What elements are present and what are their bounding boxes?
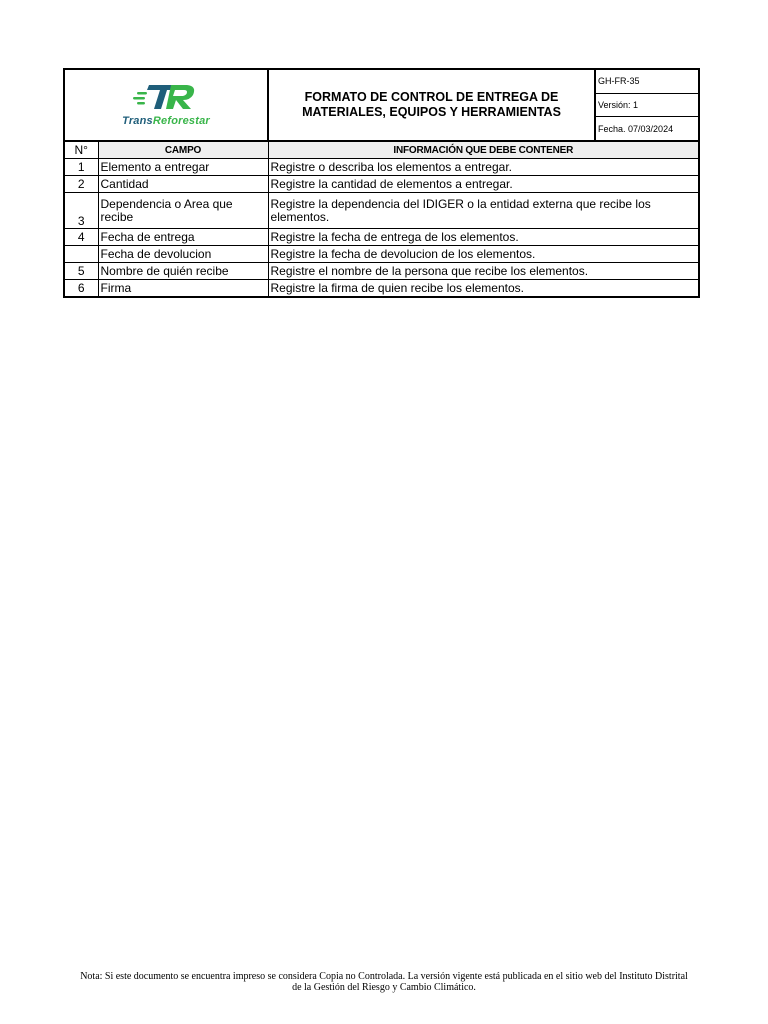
- transreforestar-logo-icon: [131, 82, 201, 112]
- column-header-number: N°: [64, 141, 98, 159]
- row-number: 3: [64, 193, 98, 229]
- row-number: 2: [64, 176, 98, 193]
- row-campo: Elemento a entregar: [98, 159, 268, 176]
- logo-wordmark: TransReforestar: [122, 114, 210, 127]
- row-campo: Fecha de devolucion: [98, 246, 268, 263]
- row-info: Registre la fecha de devolucion de los elementos.: [268, 246, 699, 263]
- table-row: [64, 263, 699, 280]
- row-campo: Dependencia o Area que recibe: [98, 193, 268, 229]
- row-number: 5: [64, 263, 98, 280]
- row-info: Registre o describa los elementos a entregar.: [268, 159, 699, 176]
- column-header-campo: CAMPO: [98, 141, 268, 159]
- row-number: 1: [64, 159, 98, 176]
- row-number: 6: [64, 280, 98, 298]
- row-info: Registre la fecha de entrega de los elementos.: [268, 229, 699, 246]
- company-logo: [122, 82, 210, 127]
- document-version: Versión: 1: [595, 93, 699, 117]
- table-row: [64, 193, 699, 229]
- row-info: Registre la cantidad de elementos a entregar.: [268, 176, 699, 193]
- document-date: Fecha. 07/03/2024: [595, 117, 699, 141]
- row-info: Registre el nombre de la persona que recibe los elementos.: [268, 263, 699, 280]
- control-format-table: [63, 68, 700, 298]
- footer-note: Nota: Si este documento se encuentra impreso se considera Copia no Controlada. La versión vigente está publicada en el sitio web del Instituto Distrital de la Gestión del Riesgo y Cambio Climático.: [80, 971, 688, 993]
- row-info: Registre la dependencia del IDIGER o la entidad externa que recibe los elementos.: [268, 193, 699, 229]
- table-row: [64, 229, 699, 246]
- row-campo: Firma: [98, 280, 268, 298]
- document-title: FORMATO DE CONTROL DE ENTREGA DE MATERIALES, EQUIPOS Y HERRAMIENTAS: [268, 69, 595, 141]
- document-code: GH-FR-35: [595, 69, 699, 93]
- row-info: Registre la firma de quien recibe los elementos.: [268, 280, 699, 298]
- row-number: 4: [64, 229, 98, 246]
- table-row: [64, 159, 699, 176]
- logo-cell: [64, 69, 268, 141]
- table-row: [64, 246, 699, 263]
- column-header-info: INFORMACIÓN QUE DEBE CONTENER: [268, 141, 699, 159]
- row-campo: Cantidad: [98, 176, 268, 193]
- table-row: [64, 176, 699, 193]
- row-number: [64, 246, 98, 263]
- row-campo: Fecha de entrega: [98, 229, 268, 246]
- table-row: [64, 280, 699, 298]
- row-campo: Nombre de quién recibe: [98, 263, 268, 280]
